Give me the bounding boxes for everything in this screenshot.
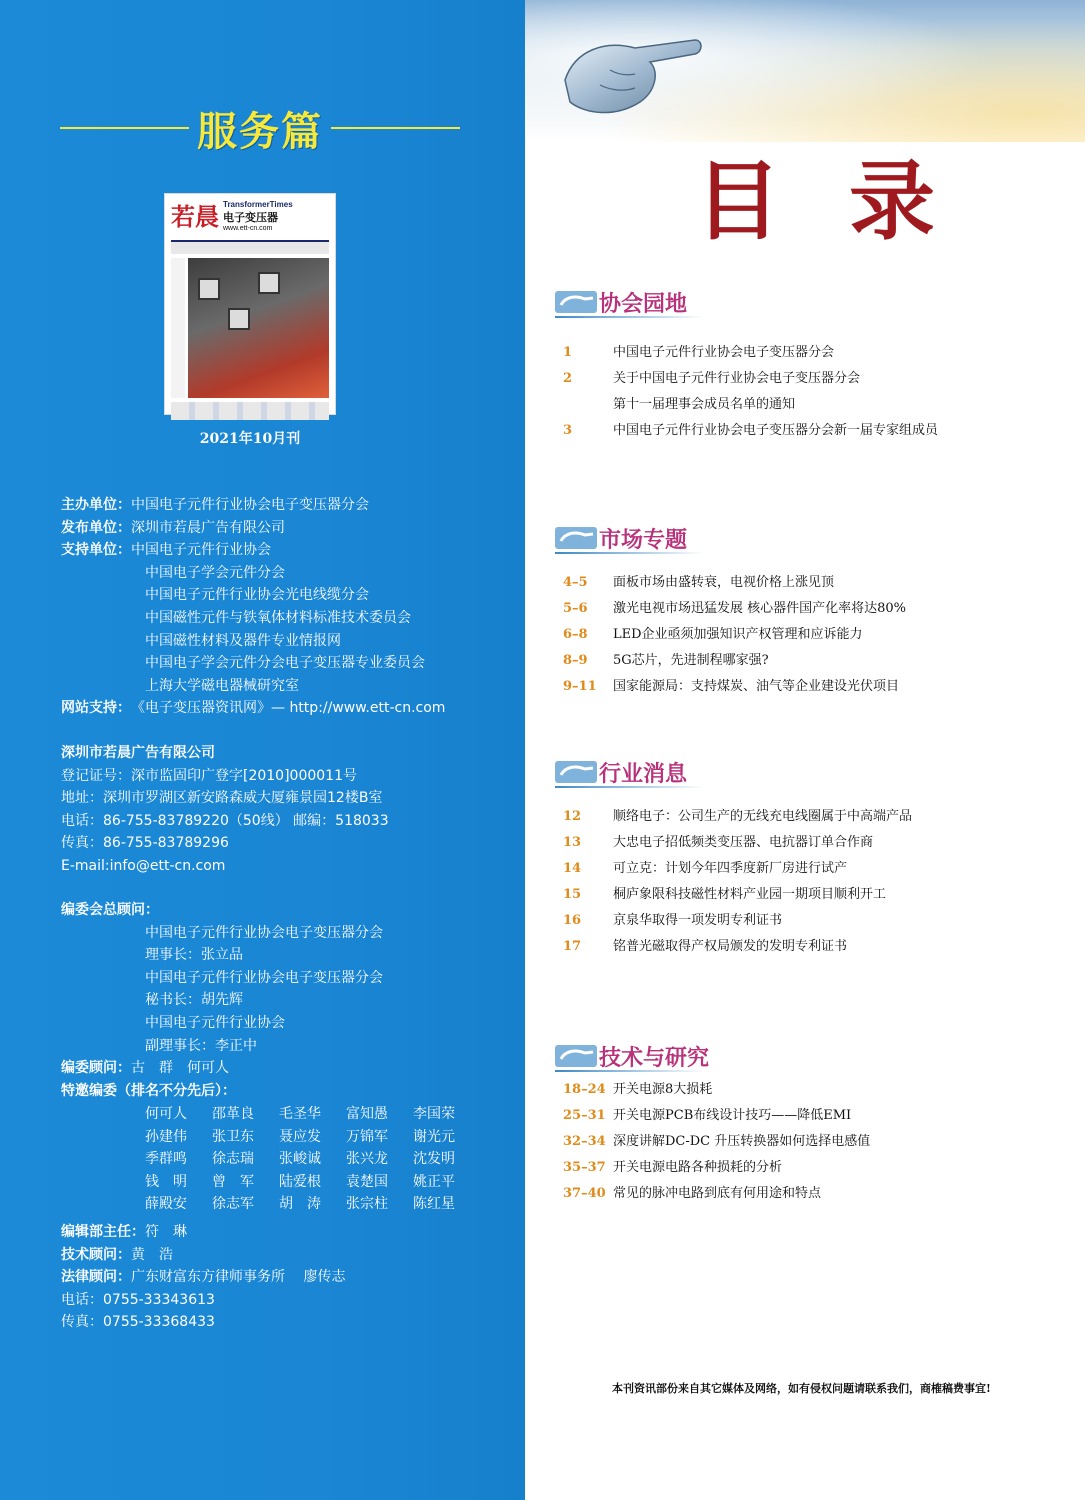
committee-head: 编委会总顾问： — [61, 902, 159, 918]
cover-footer — [171, 402, 329, 420]
pointing-hand-icon — [555, 10, 705, 130]
toc-item[interactable]: 32–34 深度讲解DC-DC 升压转换器如何选择电感值 — [563, 1134, 871, 1149]
toc-item[interactable]: 1 中国电子元件行业协会电子变压器分会 — [563, 345, 835, 360]
cover-brand-cn: 电子变压器 — [223, 212, 278, 224]
toc-title-char: 目 — [695, 151, 781, 252]
committee-line: 副理事长：李正中 — [145, 1037, 257, 1054]
toc-item[interactable]: 12 顺络电子：公司生产的无线充电线圈属于中高端产品 — [563, 809, 913, 824]
cover-caption: 2021年10月刊 — [199, 431, 301, 447]
toc-item[interactable]: 25–31 开关电源PCB布线设计技巧——降低EMI — [563, 1108, 852, 1123]
committee-line: 中国电子元件行业协会电子变压器分会 — [145, 969, 383, 986]
service-header — [60, 100, 460, 156]
member-grid — [145, 1103, 480, 1216]
company-info — [61, 742, 389, 878]
toc-title — [695, 152, 935, 252]
committee-line: 理事长：张立品 — [145, 947, 243, 964]
member-row: 薛殿安 徐志军 胡 涛 张宗柱 陈红星 — [145, 1196, 455, 1213]
toc-item[interactable]: 3 中国电子元件行业协会电子变压器分会新一届专家组成员 — [563, 423, 939, 438]
hero-banner — [525, 0, 1085, 142]
email-link[interactable]: E-mail:info@ett-cn.com — [61, 857, 226, 874]
toc-item[interactable]: 16 京泉华取得一项发明专利证书 — [563, 913, 783, 928]
copyright-footnote: 本刊资讯部份来自其它媒体及网络，如有侵权问题请联系我们，商榷稿费事宜! — [612, 1382, 991, 1395]
toc-list-technology — [563, 1077, 870, 1207]
section-header-technology — [555, 1038, 709, 1074]
info-row: 中国电子学会元件分会电子变压器专业委员会 — [145, 655, 425, 672]
website-row[interactable]: 网站支持：《电子变压器资讯网》— http://www.ett-cn.com — [61, 700, 446, 717]
info-row: 支持单位：中国电子元件行业协会 — [61, 542, 271, 559]
staff-row: 编辑部主任：符 琳 — [61, 1224, 187, 1240]
component-image — [258, 272, 280, 294]
committee-line: 中国电子元件行业协会 — [145, 1014, 285, 1031]
staff-info — [61, 1221, 345, 1334]
section-header-association — [555, 284, 687, 320]
toc-item-continued[interactable]: 第十一届理事会成员名单的通知 — [613, 397, 796, 412]
company-line: 电话：86-755-83789220（50线） 邮编：518033 — [61, 812, 389, 829]
left-panel — [0, 0, 525, 1500]
member-row: 何可人 邵革良 毛圣华 富知愚 李国荣 — [145, 1106, 455, 1122]
section-header-industry — [555, 754, 687, 790]
member-row: 季群鸣 徐志瑞 张峻诚 张兴龙 沈发明 — [145, 1151, 455, 1168]
section-header-market — [555, 520, 687, 556]
member-row: 孙建伟 张卫东 聂应发 万锦军 谢光元 — [145, 1128, 455, 1145]
magazine-cover[interactable] — [164, 193, 336, 415]
cover-strip — [171, 240, 329, 254]
toc-list-market — [563, 570, 906, 700]
component-image — [228, 308, 250, 330]
info-row: 中国磁性材料及器件专业情报网 — [145, 632, 341, 649]
section-hand-icon — [555, 287, 597, 317]
section-hand-icon — [555, 523, 597, 553]
cover-brand-en: TransformerTimes — [223, 200, 293, 209]
staff-row: 技术顾问：黄 浩 — [61, 1246, 173, 1263]
toc-item[interactable]: 4–5 面板市场由盛转衰，电视价格上涨见顶 — [563, 575, 835, 590]
toc-item[interactable]: 37–40 常见的脉冲电路到底有何用途和特点 — [563, 1186, 822, 1201]
info-row: 主办单位：中国电子元件行业协会电子变压器分会 — [61, 497, 369, 513]
company-line: 地址：深圳市罗湖区新安路森威大厦雍景园12楼B室 — [61, 790, 383, 807]
section-title: 市场专题 — [599, 526, 688, 553]
service-title: 服务篇 — [197, 107, 323, 155]
info-row: 中国电子学会元件分会 — [145, 564, 285, 581]
toc-list-association — [563, 340, 938, 444]
component-image — [198, 278, 220, 300]
toc-list-industry — [563, 804, 912, 960]
sponsor-info — [61, 494, 445, 720]
toc-item[interactable]: 6–8 LED企业亟须加强知识产权管理和应诉能力 — [563, 627, 863, 642]
section-title: 技术与研究 — [599, 1044, 710, 1071]
member-row: 钱 明 曾 军 陆爱根 袁楚国 姚正平 — [145, 1173, 455, 1190]
info-row: 中国磁性元件与铁氧体材料标准技术委员会 — [145, 609, 411, 626]
cover-image — [188, 258, 329, 398]
toc-item[interactable]: 13 大忠电子招低频类变压器、电抗器订单合作商 — [563, 835, 874, 850]
toc-item[interactable]: 9–11 国家能源局：支持煤炭、油气等企业建设光伏项目 — [563, 679, 900, 694]
info-row: 发布单位：深圳市若晨广告有限公司 — [61, 519, 285, 536]
company-name: 深圳市若晨广告有限公司 — [61, 745, 215, 761]
cover-url: www.ett-cn.com — [223, 225, 273, 232]
committee-line: 秘书长：胡先辉 — [145, 992, 243, 1009]
toc-item[interactable]: 15 桐庐象限科技磁性材料产业园一期项目顺利开工 — [563, 887, 887, 902]
section-title: 行业消息 — [599, 760, 688, 787]
cover-logo: 若晨 — [171, 202, 219, 231]
header-rule-right — [331, 127, 460, 129]
toc-item[interactable]: 18–24 开关电源8大损耗 — [563, 1082, 713, 1097]
toc-item[interactable]: 17 铭普光磁取得产权局颁发的发明专利证书 — [563, 939, 848, 954]
toc-item[interactable]: 8–9 5G芯片，先进制程哪家强? — [563, 653, 769, 668]
info-row: 上海大学磁电器械研究室 — [145, 677, 299, 694]
company-line: 传真：86-755-83789296 — [61, 835, 229, 852]
staff-row: 法律顾问：广东财富东方律师事务所 廖传志 — [61, 1269, 346, 1286]
committee-line: 中国电子元件行业协会电子变压器分会 — [145, 924, 383, 941]
committee-info — [61, 899, 383, 1102]
cover-masthead — [171, 200, 329, 238]
section-hand-icon — [555, 757, 597, 787]
toc-item[interactable]: 14 可立克：计划今年四季度新厂房进行试产 — [563, 861, 848, 876]
cover-body — [171, 258, 329, 398]
section-hand-icon — [555, 1041, 597, 1071]
contact-fax: 传真：0755-33368433 — [61, 1314, 215, 1331]
section-title: 协会园地 — [599, 290, 688, 317]
cover-brand — [223, 200, 293, 232]
info-row: 中国电子元件行业协会光电线缆分会 — [145, 587, 369, 604]
cover-sidebar — [171, 258, 185, 398]
toc-item[interactable]: 5–6 激光电视市场迅猛发展 核心器件国产化率将达80% — [563, 601, 907, 616]
header-rule-left — [60, 127, 189, 129]
advisor-row: 编委顾问：古 群 何可人 — [61, 1060, 229, 1077]
special-label: 特邀编委（排名不分先后）： — [61, 1082, 236, 1099]
toc-item[interactable]: 2 关于中国电子元件行业协会电子变压器分会 — [563, 371, 861, 386]
section-underline — [555, 316, 705, 318]
section-underline — [555, 786, 705, 788]
contact-phone: 电话：0755-33343613 — [61, 1291, 215, 1308]
section-underline — [555, 552, 705, 554]
section-underline — [555, 1070, 705, 1072]
toc-item[interactable]: 35–37 开关电源电路各种损耗的分析 — [563, 1160, 783, 1175]
toc-title-char: 录 — [849, 151, 935, 252]
company-line: 登记证号：深市监固印广登字[2010]000011号 — [61, 767, 357, 784]
